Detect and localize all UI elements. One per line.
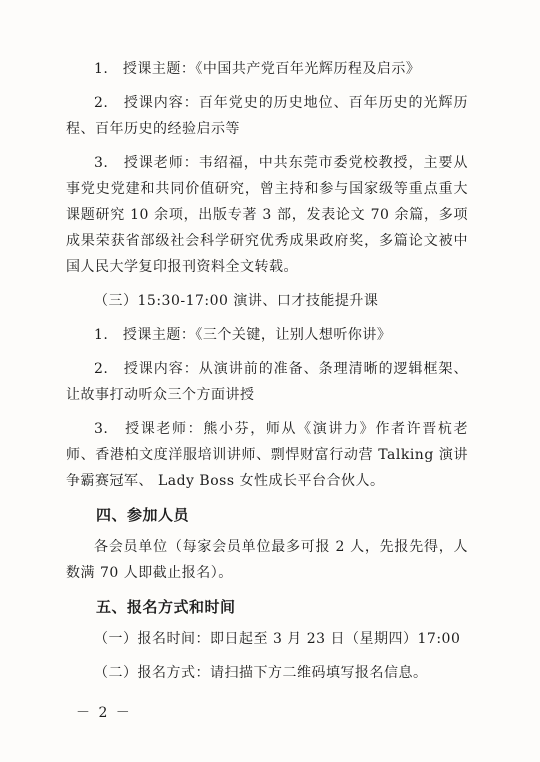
participants-heading: 四、参加人员 (96, 506, 190, 524)
registration-method: （二）报名方式：请扫描下方二维码填写报名信息。 (94, 665, 428, 681)
content-1-paragraph: 2. 授课内容：百年党史的历史地位、百年历史的光辉历程、百年历史的经验启示等 (66, 95, 468, 137)
content-3-paragraph: 2. 授课内容：从演讲前的准备、条理清晰的逻辑框架、让故事打动听众三个方面讲授 (66, 361, 468, 403)
session-3-heading: （三）15:30-17:00 演讲、口才技能提升课 (94, 293, 379, 309)
teacher-1-paragraph: 3. 授课老师：韦绍福，中共东莞市委党校教授，主要从事党史党建和共同价值研究，曾主持和参与国家级等重点重大课题研究 10 余项，出版专著 3 部，发表论文 70 余篇，多项成果荣获省部级社会科学研究优秀成果政府奖，多篇论文被中国人民大学复印报刊资料全文转载。 (66, 155, 468, 275)
page-number: － 2 － (76, 705, 132, 721)
topic-1-paragraph: 1. 授课主题：《中国共产党百年光辉历程及启示》 (94, 61, 421, 77)
topic-3-paragraph: 1. 授课主题：《三个关键，让别人想听你讲》 (94, 327, 392, 343)
document-body (66, 56, 468, 686)
participants-text: 各会员单位（每家会员单位最多可报 2 人，先报先得，人数满 70 人即截止报名）。 (66, 539, 468, 581)
teacher-3-paragraph: 3. 授课老师：熊小芬，师从《演讲力》作者许晋杭老师、香港柏文度洋服培训讲师、剽悍财富行动营 Talking 演讲争霸赛冠军、 Lady Boss 女性成长平台合伙人。 (66, 421, 468, 489)
registration-heading: 五、报名方式和时间 (96, 598, 236, 616)
registration-time: （一）报名时间：即日起至 3 月 23 日（星期四）17:00 (94, 631, 461, 647)
